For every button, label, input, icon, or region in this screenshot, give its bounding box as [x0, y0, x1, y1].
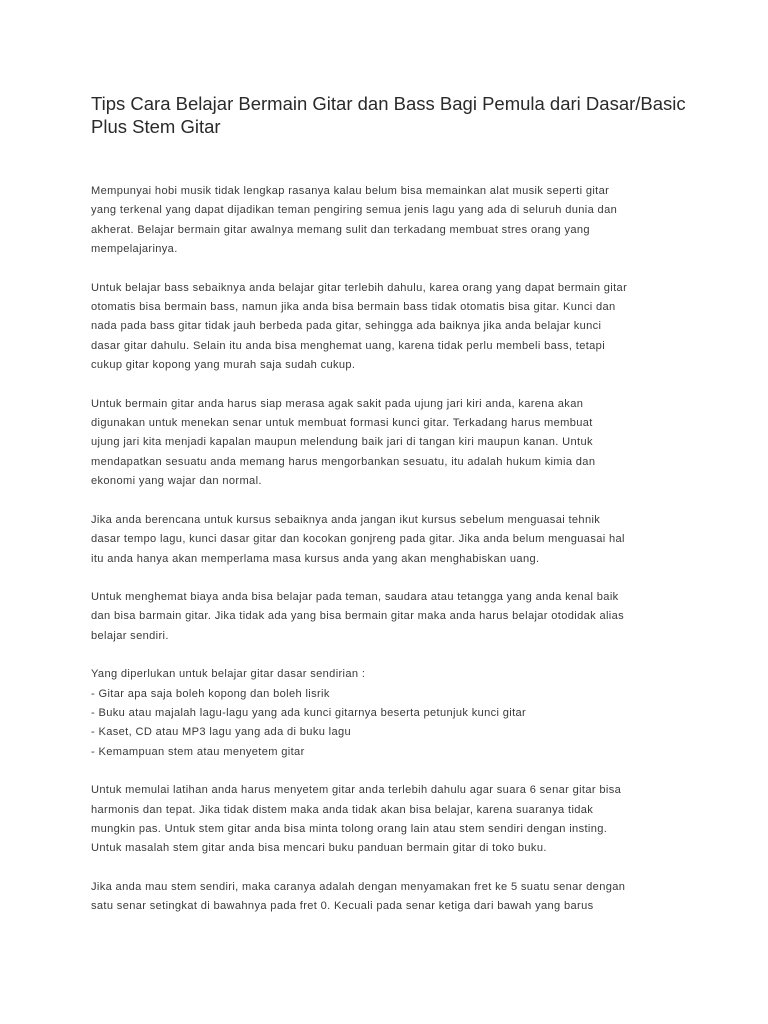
paragraph: Jika anda berencana untuk kursus sebaiknya anda jangan ikut kursus sebelum menguasai tehnik dasar tempo lagu, kunci dasar gitar dan kocokan gonjreng pada gitar. Jika anda belum menguasai hal itu anda hanya akan memperlama masa kursus anda yang akan menghabiskan uang. [91, 513, 625, 565]
list-intro: Yang diperlukan untuk belajar gitar dasar sendirian : [91, 668, 366, 681]
paragraph: Untuk bermain gitar anda harus siap merasa agak sakit pada ujung jari kiri anda, karena akan digunakan untuk menekan senar untuk membuat formasi kunci gitar. Terkadang harus membuat ujung jari kita menjadi kapalan maupun melendung baik jari di tangan kiri maupun kanan. Untuk mendapatkan sesuatu anda memang harus mengorbankan sesuatu, itu adalah hukum kimia dan ekonomi yang wajar dan normal. [91, 397, 596, 488]
paragraph: Jika anda mau stem sendiri, maka caranya adalah dengan menyamakan fret ke 5 suatu senar dengan satu senar setingkat di bawahnya pada fret 0. Kecuali pada senar ketiga dari bawah yang barus [91, 880, 626, 913]
paragraph: Untuk belajar bass sebaiknya anda belajar gitar terlebih dahulu, karea orang yang dapat bermain gitar otomatis bisa bermain bass, namun jika anda bisa bermain bass tidak otomatis bisa gitar. Kunci dan nada pada bass gitar tidak jauh berbeda pada gitar, sehingga ada baiknya jika anda belajar kunci dasar gitar dahulu. Selain itu anda bisa menghemat uang, karena tidak perlu membeli bass, tetapi cukup gitar kopong yang murah saja sudah cukup. [91, 281, 628, 372]
list-item: - Kaset, CD atau MP3 lagu yang ada di buku lagu [91, 726, 352, 739]
paragraph: Untuk menghemat biaya anda bisa belajar pada teman, saudara atau tetangga yang anda kenal baik dan bisa barmain gitar. Jika tidak ada yang bisa bermain gitar maka anda harus belajar otodidak alias belajar sendiri. [91, 590, 625, 642]
list-item: - Buku atau majalah lagu-lagu yang ada kunci gitarnya beserta petunjuk kunci gitar [91, 706, 527, 719]
paragraph: Untuk memulai latihan anda harus menyetem gitar anda terlebih dahulu agar suara 6 senar gitar bisa harmonis dan tepat. Jika tidak distem maka anda tidak akan bisa belajar, karena suaranya tidak mungkin pas. Untuk stem gitar anda bisa minta tolong orang lain atau stem sendiri dengan insting. Untuk masalah stem gitar anda bisa mencari buku panduan bermain gitar di toko buku. [91, 784, 622, 855]
paragraph: Mempunyai hobi musik tidak lengkap rasanya kalau belum bisa memainkan alat musik seperti gitar yang terkenal yang dapat dijadikan teman pengiring semua jenis lagu yang ada di seluruh dunia dan akherat. Belajar bermain gitar awalnya memang sulit dan terkadang membuat stres orang yang mempelajarinya. [91, 185, 618, 256]
list-item: - Gitar apa saja boleh kopong dan boleh lisrik [91, 687, 330, 700]
document-body [91, 182, 691, 936]
document-title: Tips Cara Belajar Bermain Gitar dan Bass Bagi Pemula dari Dasar/Basic Plus Stem Gitar [91, 93, 686, 137]
requirements-list [91, 685, 691, 763]
list-item: - Kemampuan stem atau menyetem gitar [91, 745, 305, 758]
